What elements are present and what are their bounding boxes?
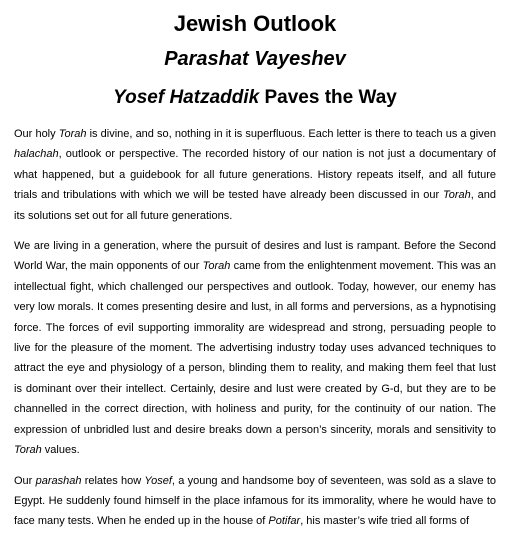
- document-title: Jewish Outlook: [173, 11, 337, 36]
- text-run: values.: [41, 444, 80, 457]
- italic-term: parashah: [35, 474, 82, 487]
- text-run: , and its solutions set out for all future generations.: [14, 189, 496, 222]
- italic-term: Potifar: [268, 515, 301, 528]
- document-page: [14, 0, 496, 542]
- italic-term: halachah: [14, 148, 59, 161]
- text-run: , a young and handsome boy of seventeen, was sold as a slave to Egypt. He suddenly found himself in the place infamous for its immorality, where he would have to face many tests. When he ended up in the house of: [14, 474, 496, 528]
- text-run: came from the enlightenment movement. This was an intellectual fight, which challenged our perspectives and outlook. Today, however, our enemy has very low morals. It comes presenting desire and lust, in all forms and perversions, as a hypnotising force. The forces of evil supporting immorality are widespread and strong, persuading people to live for the pleasure of the moment. The advertising industry today uses advanced techniques to attract the eye and physiology of a person, blinding them to reality, and making them feel that lust is dominant over their intellect. Certainly, desire and lust were created by G-d, but they are to be channelled in the correct direction, with holiness and purity, for the continuity of our nation. The expression of unbridled lust and desire breaks down a person’s sincerity, morals and sensitivity to: [14, 260, 496, 436]
- text-run: Our: [14, 474, 36, 487]
- body-paragraph: [14, 124, 496, 226]
- italic-term: Torah: [202, 260, 231, 273]
- italic-term: Torah: [443, 189, 471, 202]
- text-run: , his master’s wife tried all forms of: [300, 515, 470, 528]
- italic-term: Yosef: [144, 474, 172, 487]
- text-run: is divine, and so, nothing in it is superfluous. Each letter is there to teach us a given: [86, 128, 496, 140]
- body-paragraph: [14, 471, 496, 532]
- text-run: Our holy: [14, 128, 59, 140]
- text-run: We are living in a generation, where the pursuit of desires and lust is rampant. Before the Second World War, the main opponents of our: [14, 240, 496, 273]
- text-run: , outlook or perspective. The recorded history of our nation is not just a documentary of what happened, but a guidebook for all future generations. History repeats itself, and all future trials and tribulations with which we will be tested have already been discussed in our: [14, 148, 496, 202]
- italic-term: Torah: [58, 128, 87, 140]
- text-run: relates how: [81, 474, 145, 487]
- parashah-subtitle: Parashat Vayeshev: [164, 48, 346, 70]
- article-body: [14, 124, 496, 532]
- italic-term: Torah: [14, 444, 42, 457]
- heading-rest: Paves the Way: [259, 87, 397, 108]
- heading-italic-part: Yosef Hatzaddik: [113, 87, 260, 108]
- body-paragraph: [14, 236, 496, 460]
- article-heading: [14, 86, 496, 110]
